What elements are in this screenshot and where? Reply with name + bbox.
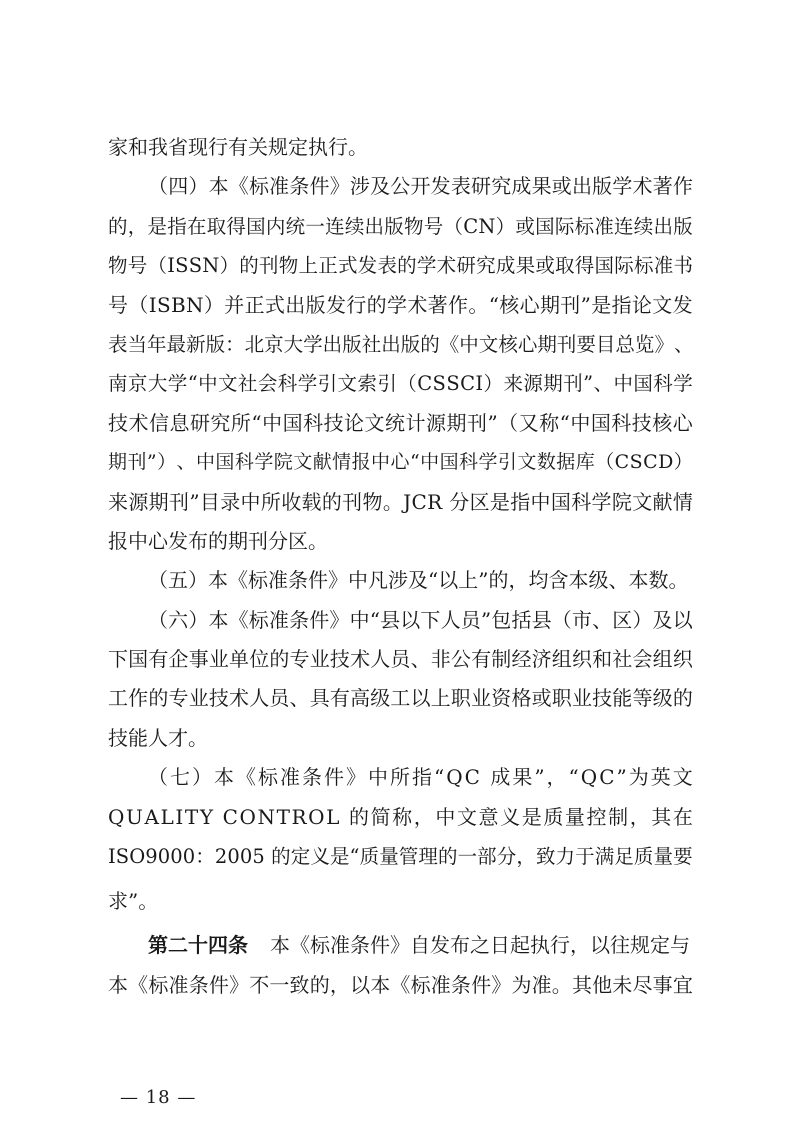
article-text: 本《标准条件》自发布之日起执行，以往规定与 (270, 933, 690, 958)
document-body (108, 128, 693, 1005)
paragraph-line: 下 国 有 企 事 业 单 位 的 专 业 技 术 人 员 、 非 公 有 制 经 济 组 织 和 社 会 组 织 (108, 647, 693, 672)
article-line (108, 926, 693, 965)
paragraph-line: 家和我省现行有关规定执行。 (108, 135, 368, 159)
paragraph-line: Q U A L I T Y C O N T R O L 的 简 称 ， 中 文 意 义 是 质 量 控 制 ， 其 在 (108, 804, 693, 829)
paragraph-line: 南 京 大 学 “ 中 文 社 会 科 学 引 文 索 引 （ C S S C I ） 来 源 期 刊 ” 、 中 国 科 学 (108, 372, 693, 396)
paragraph-line: （ 七 ） 本 《 标 准 条 件 》 中 所 指 “ Q C 成 果 ” ， “ Q C ” 为 英 文 (148, 765, 693, 790)
paragraph-line: 表 当 年 最 新 版 ： 北 京 大 学 出 版 社 出 版 的 《 中 文 核 心 期 刊 要 目 总 览 》 、 (108, 332, 693, 356)
paragraph-line: 本 《 标 准 条 件 》 不 一 致 的 ， 以 本 《 标 准 条 件 》 为 准 。 其 他 未 尽 事 宜 (108, 972, 693, 997)
paragraph-line: 工 作 的 专 业 技 术 人 员 、 具 有 高 级 工 以 上 职 业 资 格 或 职 业 技 能 等 级 的 (108, 686, 693, 711)
paragraph-line: 号 （ I S B N ） 并 正 式 出 版 发 行 的 学 术 著 作 。 “ 核 心 期 刊 ” 是 指 论 文 发 (108, 292, 693, 317)
paragraph-line: （ 四 ） 本 《 标 准 条 件 》 涉 及 公 开 发 表 研 究 成 果 或 出 版 学 术 著 作 (148, 174, 693, 199)
paragraph-line: （五）本《标准条件》中凡涉及“以上”的，均含本级、本数。 (148, 568, 689, 593)
paragraph-line: 来 源 期 刊 ” 目 录 中 所 收 载 的 刊 物 。 J C R 分 区 是 指 中 国 科 学 院 文 献 情 (108, 489, 693, 514)
paragraph-line: 技能人才。 (108, 725, 208, 750)
article-heading: 第二十四条 (148, 933, 248, 958)
page-number: — 18 — (120, 1087, 197, 1108)
paragraph-line: （ 六 ） 本 《 标 准 条 件 》 中 “ 县 以 下 人 员 ” 包 括 县 （ 市 、 区 ） 及 以 (148, 607, 693, 632)
paragraph-line: 技 术 信 息 研 究 所 “ 中 国 科 技 论 文 统 计 源 期 刊 ” （ 又 称 “ 中 国 科 技 核 心 (108, 410, 693, 435)
paragraph-line: 期 刊 ” ） 、 中 国 科 学 院 文 献 情 报 中 心 “ 中 国 科 学 引 文 数 据 库 （ C S C D ） (108, 451, 693, 474)
paragraph-line: 报中心发布的期刊分区。 (108, 528, 328, 553)
paragraph-line: I S O 9 0 0 0 ： 2 0 0 5 的 定 义 是 “ 质 量 管 理 的 一 部 分 ， 致 力 于 满 足 质 量 要 (108, 845, 693, 869)
paragraph-line: 求”。 (108, 889, 159, 914)
paragraph-line: 的 ， 是 指 在 取 得 国 内 统 一 连 续 出 版 物 号 （ C N ） 或 国 际 标 准 连 续 出 版 (108, 214, 693, 238)
paragraph-line: 物 号 （ I S S N ） 的 刊 物 上 正 式 发 表 的 学 术 研 究 成 果 或 取 得 国 际 标 准 书 (108, 254, 693, 278)
